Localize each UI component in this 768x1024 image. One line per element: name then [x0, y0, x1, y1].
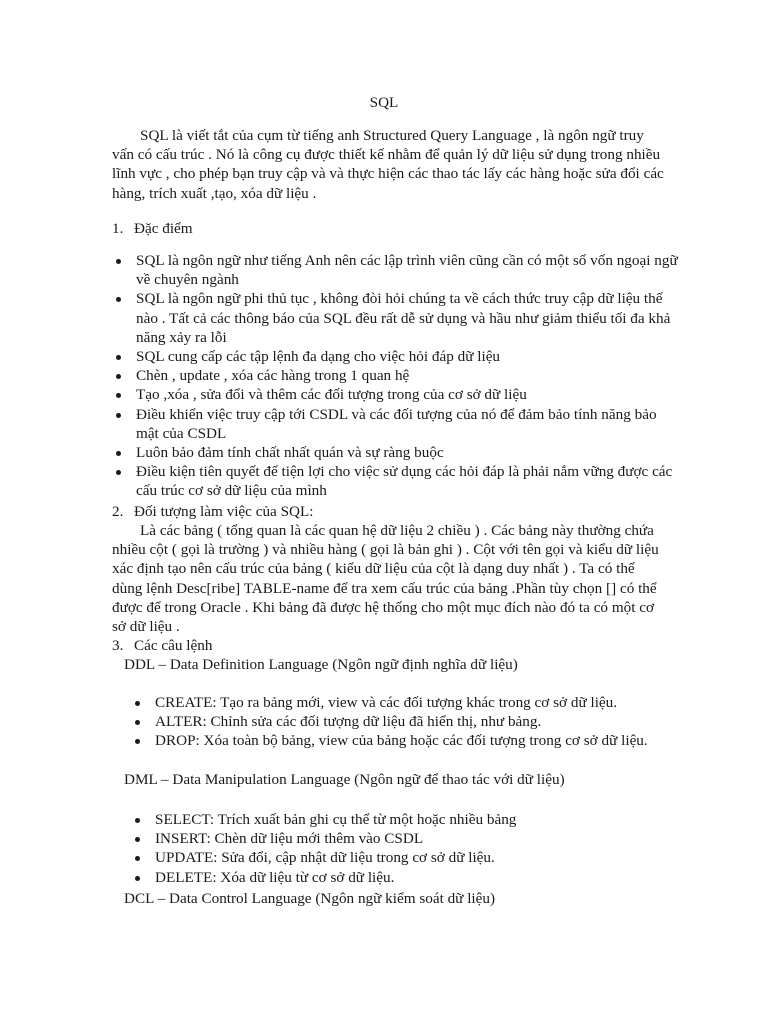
list-item: UPDATE: Sửa đổi, cập nhật dữ liệu trong cơ sở dữ liệu. — [131, 848, 671, 867]
ddl-list — [131, 693, 671, 751]
features-list — [112, 251, 680, 501]
intro-paragraph: SQL là viết tắt của cụm từ tiếng anh Structured Query Language , là ngôn ngữ truy vấn có cấu trúc . Nó là công cụ được thiết kế nhằm để quản lý dữ liệu sử dụng trong nhiều lĩnh vực , cho phép bạn truy cập và và thực hiện các thao tác lấy các hàng hoặc sửa đổi các hàng, trích xuất ,tạo, xóa dữ liệu . — [112, 127, 664, 202]
list-item: SQL là ngôn ngữ như tiếng Anh nên các lập trình viên cũng cần có một số vốn ngoại ngữ về chuyên ngành — [112, 251, 680, 289]
list-item: ALTER: Chỉnh sửa các đối tượng dữ liệu đã hiển thị, như bảng. — [131, 712, 671, 731]
list-item: Tạo ,xóa , sửa đổi và thêm các đối tượng trong của cơ sở dữ liệu — [112, 385, 680, 404]
list-item: CREATE: Tạo ra bảng mới, view và các đối tượng khác trong cơ sở dữ liệu. — [131, 693, 671, 712]
dcl-heading: DCL – Data Control Language (Ngôn ngữ kiểm soát dữ liệu) — [124, 890, 496, 907]
list-item: SQL cung cấp các tập lệnh đa dạng cho việc hỏi đáp dữ liệu — [112, 347, 680, 366]
section-1-number: 1. — [112, 220, 124, 237]
list-item: Luôn bảo đảm tính chất nhất quán và sự ràng buộc — [112, 443, 680, 462]
section-1-title: Đặc điểm — [134, 220, 193, 237]
list-item: DELETE: Xóa dữ liệu từ cơ sở dữ liệu. — [131, 868, 671, 887]
ddl-heading: DDL – Data Definition Language (Ngôn ngữ định nghĩa dữ liệu) — [124, 656, 518, 673]
list-item: Điều kiện tiên quyết để tiện lợi cho việc sử dụng các hỏi đáp là phải nắm vững được các cấu trúc cơ sở dữ liệu của mình — [112, 462, 680, 500]
section-1-heading — [112, 219, 193, 238]
list-item: SQL là ngôn ngữ phi thủ tục , không đòi hỏi chúng ta về cách thức truy cập dữ liệu thế nào . Tất cả các thông báo của SQL đều rất dễ sử dụng và hầu như giảm thiểu tối đa khả năng xảy ra lỗi — [112, 289, 680, 347]
section-3-heading — [112, 636, 212, 655]
list-item: DROP: Xóa toàn bộ bảng, view của bảng hoặc các đối tượng trong cơ sở dữ liệu. — [131, 731, 671, 750]
section-2-title: Đối tượng làm việc của SQL: — [134, 503, 314, 520]
section-2-paragraph: Là các bảng ( tổng quan là các quan hệ dữ liệu 2 chiều ) . Các bảng này thường chứa nhiều cột ( gọi là trường ) và nhiều hàng ( gọi là bản ghi ) . Cột với tên gọi và kiểu dữ liệu xác định tạo nên cấu trúc của bảng ( kiểu dữ liệu của cột là dạng duy nhất ) . Ta có thể dùng lệnh Desc[ribe] TABLE-name để tra xem cấu trúc của bảng .Phần tùy chọn [] có thể được để trong Oracle . Khi bảng đã được hệ thống cho một mục đích nào đó ta có một cơ sở dữ liệu . — [112, 522, 659, 636]
document-title: SQL — [369, 94, 399, 111]
section-3-number: 3. — [112, 637, 124, 654]
list-item: Điều khiển việc truy cập tới CSDL và các đối tượng của nó để đảm bảo tính năng bảo mật của CSDL — [112, 405, 680, 443]
dml-heading: DML – Data Manipulation Language (Ngôn ngữ để thao tác với dữ liệu) — [124, 771, 565, 788]
list-item: SELECT: Trích xuất bản ghi cụ thể từ một hoặc nhiều bảng — [131, 810, 671, 829]
list-item: INSERT: Chèn dữ liệu mới thêm vào CSDL — [131, 829, 671, 848]
section-2-number: 2. — [112, 503, 124, 520]
section-3-title: Các câu lệnh — [134, 637, 213, 654]
list-item: Chèn , update , xóa các hàng trong 1 quan hệ — [112, 366, 680, 385]
section-2-heading — [112, 502, 314, 521]
dml-list — [131, 810, 671, 887]
